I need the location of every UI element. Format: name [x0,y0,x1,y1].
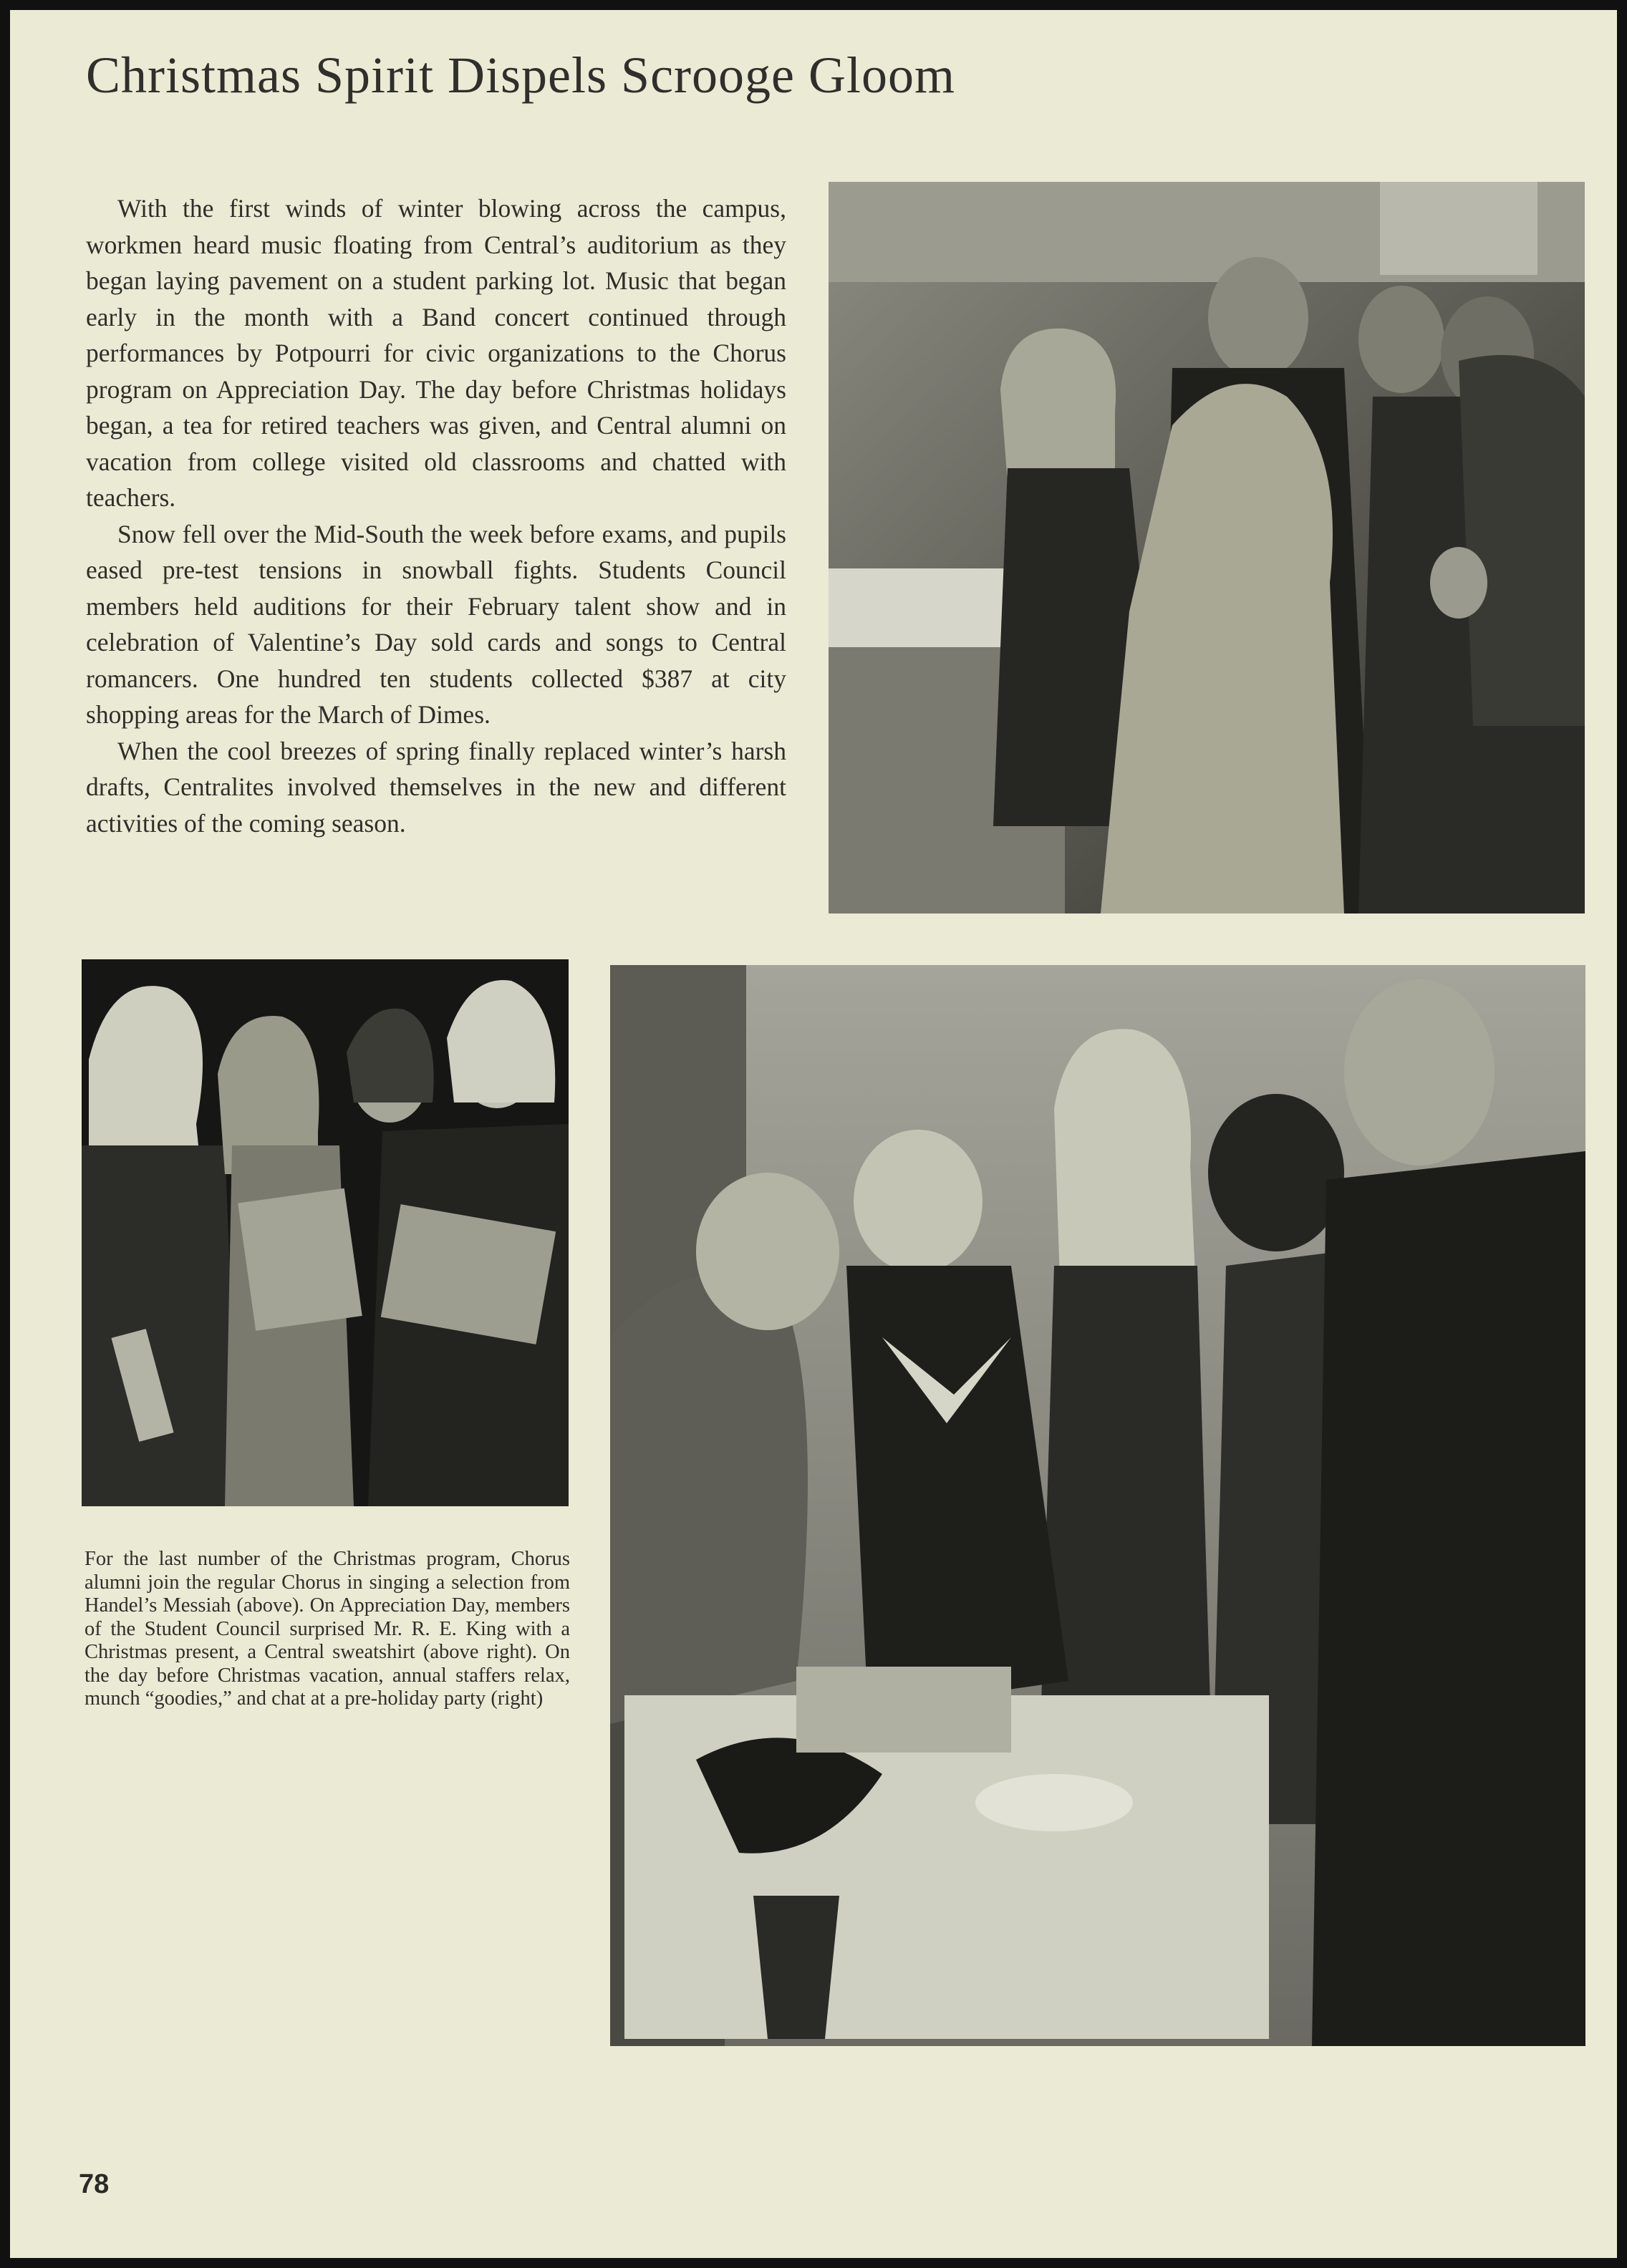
body-paragraph-1: With the first winds of winter blowing across the campus, workmen heard music floating from Central’s auditorium as they began laying pavement on a student parking lot. Music that began early in the month with a Band concert continued through performances by Potpourri for civic organizations to the Chorus program on Appreciation Day. The day before Christmas holidays began, a tea for retired teachers was given, and Central alumni on vacation from college visited old classrooms and chatted with teachers. [86,194,786,512]
photo-student-council [829,182,1585,914]
article-body [86,190,786,841]
photo-chorus-alumni [82,959,569,1506]
body-paragraph-3: When the cool breezes of spring finally replaced winter’s harsh drafts, Centralites involved themselves in the new and different activities of the coming season. [86,736,786,838]
photo-student-council-image [829,182,1585,914]
photo-caption: For the last number of the Christmas program, Chorus alumni join the regular Chorus in singing a selection from Handel’s Messiah (above). On Appreciation Day, members of the Student Council surprised Mr. R. E. King with a Christmas present, a Central sweatshirt (above right). On the day before Christmas vacation, annual staffers relax, munch “goodies,” and chat at a pre-holiday party (right) [85,1548,570,1710]
body-paragraph-2: Snow fell over the Mid-South the week before exams, and pupils eased pre-test tensions in snowball fights. Students Council members held auditions for their February talent show and in celebration of Valentine’s Day sold cards and songs to Central romancers. One hundred ten students collected $387 at city shopping areas for the March of Dimes. [86,519,786,729]
yearbook-page [10,10,1617,2258]
photo-chorus-alumni-image [82,959,569,1506]
photo-holiday-party [610,965,1585,2046]
page-number: 78 [79,2169,110,2199]
page-headline: Christmas Spirit Dispels Scrooge Gloom [86,47,955,104]
photo-holiday-party-image [610,965,1585,2046]
